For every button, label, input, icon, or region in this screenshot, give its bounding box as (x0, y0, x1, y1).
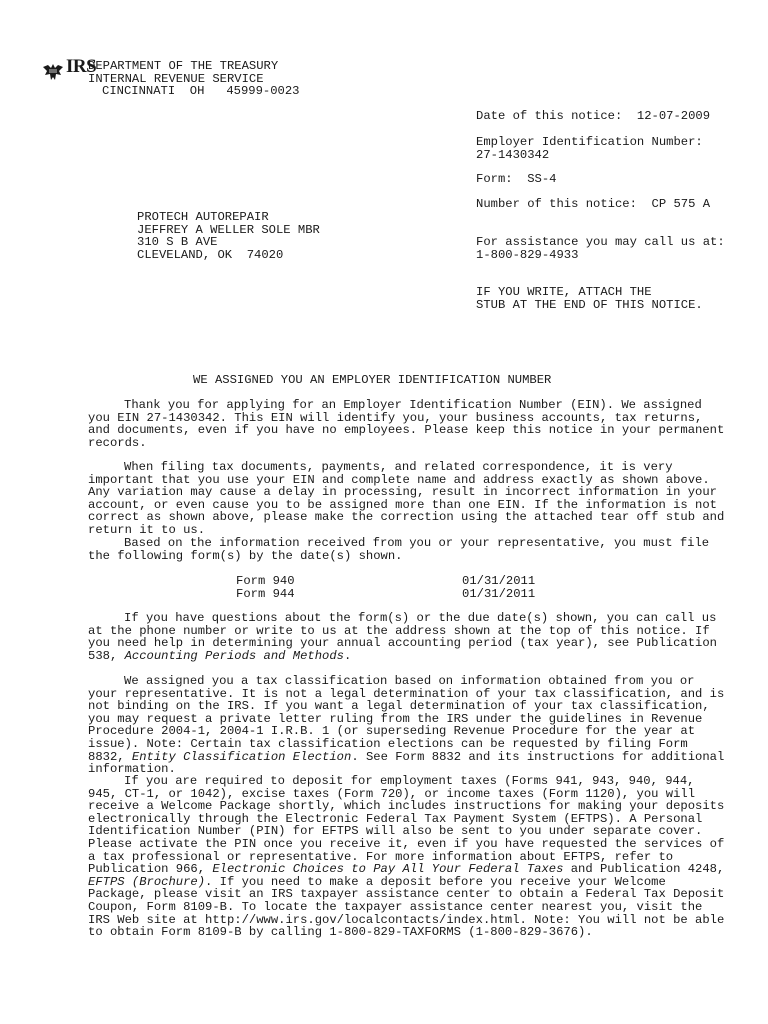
paragraph-tax-classification-part: We assigned you a tax classification based on information obtained from you or your representative. It is not a legal determination of your tax classification, and is not binding on the IRS. If you want a legal determination of your tax classification, you may request a private letter ruling from the IRS under the guidelines in Revenue Procedure 2004-1, 2004-1 I.R.B. 1 (or superseding Revenue Procedure for the year at issue). Note: Certain tax classification elections can be requested by filing Form 8832, (88, 674, 725, 764)
paragraph-eftps-deposits-text (88, 775, 728, 939)
form-due-date: 01/31/2011 (462, 586, 536, 601)
paragraph-ein-assigned-text: Thank you for applying for an Employer Identification Number (EIN). We assigned you EIN 27-1430342. This EIN will identify you, your business accounts, tax returns, and documents, even if you have no employees. Please keep this notice in your permanent records. (88, 398, 725, 450)
form-due-date: 01/31/2011 (462, 574, 536, 588)
recipient-business-name: PROTECH AUTOREPAIR (137, 210, 269, 224)
recipient-city-state-zip: CLEVELAND, OK 74020 (137, 247, 284, 262)
publication-966-title: Electronic Choices to Pay All Your Federal Taxes (212, 862, 564, 877)
form-name: Form 944 (236, 586, 295, 601)
stub-instruction-line2: STUB AT THE END OF THIS NOTICE. (476, 297, 703, 312)
assistance-phone: 1-800-829-4933 (476, 247, 579, 262)
paragraph-filing-instructions (88, 461, 728, 537)
paragraph-eftps-end: . If you need to make a deposit before you receive your Welcome Package, please visit an IRS taxpayer assistance center to obtain a Federal Tax Deposit Coupon, Form 8109-B. To locate the taxpayer assistance center nearest you, visit the IRS Web site at http://www.irs.gov/localcontacts/index.html. Note: You will not be able to obtain Form 8109-B by calling 1-800-829-TAXFORMS (1-800-829-3676). (88, 874, 725, 940)
irs-logo-text: IRS (66, 56, 97, 77)
department-name: DEPARTMENT OF THE TREASURY (88, 59, 279, 73)
ein-label: Employer Identification Number: (476, 135, 703, 149)
notice-number: Number of this notice: CP 575 A (476, 197, 711, 211)
paragraph-questions-end: . (344, 648, 352, 663)
paragraph-eftps-part: If you are required to deposit for employment taxes (Forms 941, 943, 940, 944, 945, CT-1, or 1042), excise taxes (Form 720), or income taxes (Form 1120), you will receive a Welcome Package shortly, which includes instructions for making your deposits electronically through the Electronic Federal Tax Payment System (EFTPS). A Personal Identification Number (PIN) for EFTPS will also be sent to you under separate cover. Please activate the PIN once you receive it, even if you have requested the services of a tax professional or representative. For more information about EFTPS, refer to Publication 966, (88, 774, 725, 877)
service-address: CINCINNATI OH 45999-0023 (102, 84, 300, 98)
paragraph-forms-required (88, 537, 728, 562)
paragraph-questions-text (88, 612, 728, 662)
paragraph-questions-part: If you have questions about the form(s) or the due date(s) shown, you can call us at the phone number or write to us at the address shown at the top of this notice. If you need help in determining your annual accounting period (tax year), see Publication 538, (88, 611, 717, 663)
paragraph-questions (88, 612, 728, 662)
stub-instruction-line1: IF YOU WRITE, ATTACH THE (476, 285, 652, 299)
assistance-label: For assistance you may call us at: (476, 235, 725, 249)
paragraph-ein-assigned (88, 399, 728, 449)
publication-4248-title: EFTPS (Brochure) (88, 874, 206, 889)
notice-date: Date of this notice: 12-07-2009 (476, 109, 711, 123)
recipient-street: 310 S B AVE (137, 235, 218, 249)
paragraph-tax-classification-end: . See Form 8832 and its instructions for additional information. (88, 749, 725, 777)
form-name: Form 940 (236, 574, 295, 588)
recipient-owner-name: JEFFREY A WELLER SOLE MBR (137, 222, 320, 237)
paragraph-eftps-part: and Publication 4248, (563, 862, 725, 877)
eagle-emblem-icon (42, 63, 64, 81)
ein-value: 27-1430342 (476, 147, 550, 162)
paragraph-tax-classification (88, 675, 728, 776)
paragraph-eftps-deposits (88, 775, 728, 939)
paragraph-tax-classification-text (88, 675, 728, 776)
paragraph-forms-required-text: Based on the information received from you or your representative, you must file the following form(s) by the date(s) shown. (88, 536, 710, 563)
form-8832-title: Entity Classification Election (131, 749, 352, 764)
publication-538-title: Accounting Periods and Methods (124, 648, 344, 663)
notice-title: WE ASSIGNED YOU AN EMPLOYER IDENTIFICATION NUMBER (193, 373, 552, 387)
form-type: Form: SS-4 (476, 172, 557, 186)
service-name: INTERNAL REVENUE SERVICE (88, 71, 264, 86)
paragraph-filing-instructions-text: When filing tax documents, payments, and related correspondence, it is very important that you use your EIN and complete name and address exactly as shown above. Any variation may cause a delay in processing, result in incorrect information in your account, or even cause you to be assigned more than one EIN. If the information is not correct as shown above, please make the correction using the attached tear off stub and return it to us. (88, 460, 725, 537)
